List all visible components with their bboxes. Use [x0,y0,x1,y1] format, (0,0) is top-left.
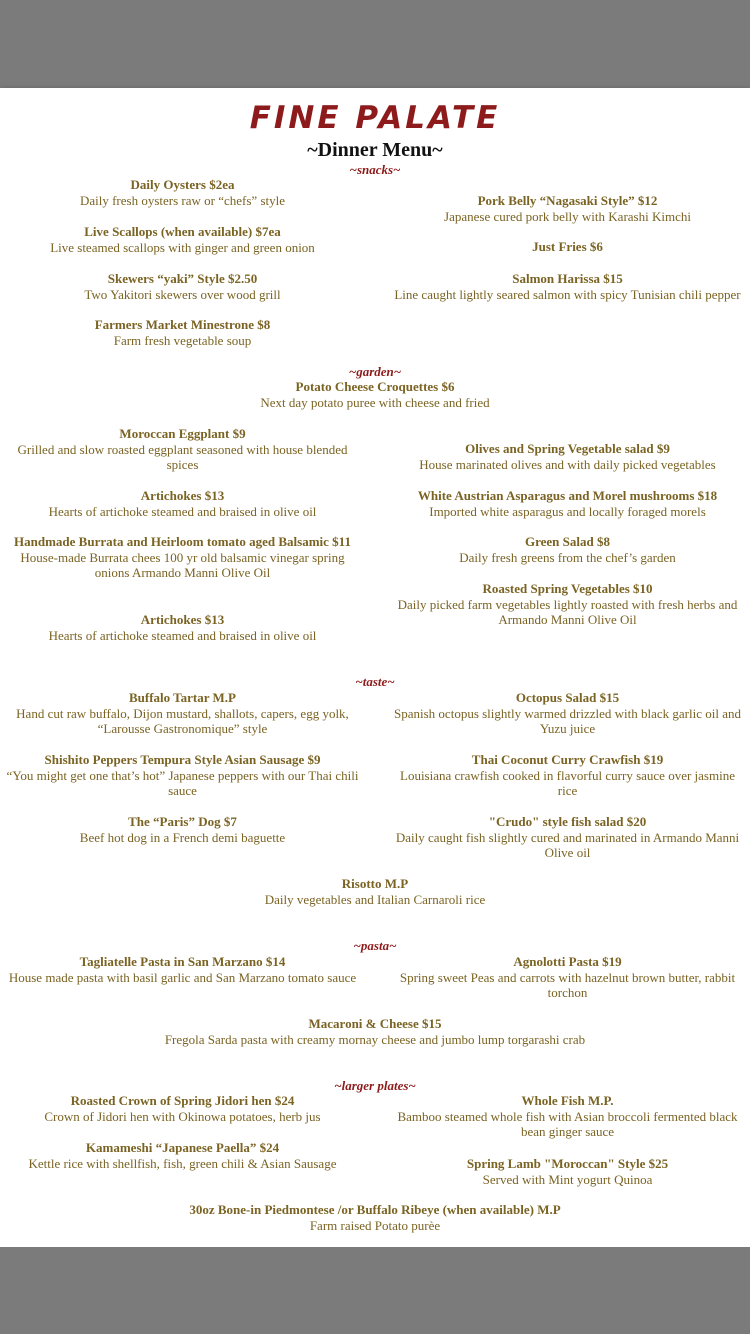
bottom-background [0,1247,750,1334]
menu-item-salmon-harissa [390,271,745,302]
item-name: Potato Cheese Croquettes $6 [295,379,455,394]
menu-item-artichokes-2 [5,612,360,643]
item-description: Hand cut raw buffalo, Dijon mustard, shallots, capers, egg yolk, “Larousse Gastronomique” style [16,705,349,736]
item-name: Macaroni & Cheese $15 [308,1016,442,1031]
item-description: Two Yakitori skewers over wood grill [84,286,281,302]
menu-item-macaroni [60,1016,690,1047]
item-name: Moroccan Eggplant $9 [119,426,246,441]
item-name: Artichokes $13 [140,612,225,627]
menu-title: ~Dinner Menu~ [307,139,443,161]
item-description: Bamboo steamed whole fish with Asian broccoli fermented black bean ginger sauce [397,1108,738,1139]
menu-item-risotto [60,876,690,907]
item-name: Whole Fish M.P. [521,1093,614,1108]
menu-item-croquettes [60,379,690,410]
item-description: House-made Burrata chees 100 yr old balsamic vinegar spring onions Armando Manni Olive Oil [20,549,345,580]
item-description: Louisiana crawfish cooked in flavorful curry sauce over jasmine rice [400,767,735,798]
item-description: Kettle rice with shellfish, fish, green chili & Asian Sausage [28,1155,337,1171]
item-name: Kamameshi “Japanese Paella” $24 [85,1140,280,1155]
menu-item-paris-dog [5,814,360,845]
item-description: Daily fresh oysters raw or “chefs” style [79,192,286,208]
item-name: Daily Oysters $2ea [130,177,235,192]
menu-page [0,88,750,1247]
item-name: Pork Belly “Nagasaki Style” $12 [477,193,658,208]
item-name: Risotto M.P [341,876,409,891]
menu-item-just-fries [390,239,745,255]
item-description: Japanese cured pork belly with Karashi Kimchi [444,208,691,224]
menu-item-minestrone [5,317,360,348]
section-taste: ~taste~ [355,674,395,689]
menu-item-buffalo-tartar [5,690,360,737]
item-description: Spring sweet Peas and carrots with hazelnut brown butter, rabbit torchon [399,969,736,1000]
item-name: Agnolotti Pasta $19 [513,954,622,969]
menu-item-agnolotti [390,954,745,1001]
item-description: “You might get one that’s hot” Japanese peppers with our Thai chili sauce [6,767,359,798]
menu-item-eggplant [5,426,360,473]
item-name: Salmon Harissa $15 [512,271,623,286]
item-name: Roasted Spring Vegetables $10 [482,581,653,596]
item-name: Tagliatelle Pasta in San Marzano $14 [79,954,286,969]
menu-item-artichokes [5,488,360,519]
menu-item-kamameshi [5,1140,360,1171]
item-description: Fregola Sarda pasta with creamy mornay cheese and jumbo lump torgarashi crab [164,1031,586,1047]
item-description: Crown of Jidori hen with Okinowa potatoes, herb jus [44,1108,321,1124]
item-name: Live Scallops (when available) $7ea [84,224,281,239]
item-name: Buffalo Tartar M.P [128,690,236,705]
menu-item-daily-oysters [5,177,360,208]
item-description: Farm fresh vegetable soup [113,332,252,348]
menu-item-live-scallops [5,224,360,255]
item-description: Imported white asparagus and locally foraged morels [429,503,706,519]
item-name: Thai Coconut Curry Crawfish $19 [471,752,664,767]
item-description: Beef hot dog in a French demi baguette [79,829,286,845]
item-description: Served with Mint yogurt Quinoa [482,1171,653,1187]
menu-item-green-salad [390,534,745,565]
menu-item-skewers [5,271,360,302]
item-name: Skewers “yaki” Style $2.50 [107,271,258,286]
item-name: Shishito Peppers Tempura Style Asian Sausage $9 [44,752,321,767]
menu-item-tagliatelle [5,954,360,985]
menu-item-crawfish [390,752,745,799]
menu-item-burrata [5,534,360,581]
item-description: Spanish octopus slightly warmed drizzled with black garlic oil and Yuzu juice [394,705,741,736]
item-name: The “Paris” Dog $7 [128,814,237,829]
item-description: Live steamed scallops with ginger and green onion [50,239,315,255]
top-background [0,0,750,88]
item-name: White Austrian Asparagus and Morel mushrooms $18 [417,488,718,503]
item-name: Spring Lamb "Moroccan" Style $25 [466,1156,669,1171]
item-name: "Crudo" style fish salad $20 [488,814,647,829]
menu-item-octopus [390,690,745,737]
menu-item-jidori [5,1093,360,1124]
menu-item-roasted-vegetables [390,581,745,628]
menu-item-ribeye [60,1202,690,1233]
item-name: Octopus Salad $15 [515,690,620,705]
item-name: Just Fries $6 [532,239,603,254]
menu-item-olives [390,441,745,472]
menu-item-crudo [390,814,745,861]
item-description: Daily fresh greens from the chef’s garden [459,549,676,565]
item-name: Olives and Spring Vegetable salad $9 [465,441,670,456]
item-description: Hearts of artichoke steamed and braised in olive oil [48,627,317,643]
section-pasta: ~pasta~ [353,938,397,953]
item-name: Green Salad $8 [525,534,610,549]
menu-item-shishito [5,752,360,799]
menu-item-asparagus [390,488,745,519]
item-name: Roasted Crown of Spring Jidori hen $24 [70,1093,295,1108]
item-description: Line caught lightly seared salmon with spicy Tunisian chili pepper [394,286,741,302]
item-description: House marinated olives and with daily picked vegetables [419,456,716,472]
item-name: Handmade Burrata and Heirloom tomato aged Balsamic $11 [14,534,351,549]
item-description: Grilled and slow roasted eggplant seasoned with house blended spices [17,441,348,472]
section-snacks: ~snacks~ [349,162,401,177]
menu-item-spring-lamb [390,1156,745,1187]
item-description: Hearts of artichoke steamed and braised in olive oil [48,503,317,519]
item-description: Farm raised Potato purèe [309,1217,441,1233]
item-description: Daily vegetables and Italian Carnaroli rice [264,891,486,907]
item-description: Next day potato puree with cheese and fried [260,394,490,410]
restaurant-logo: FINE PALATE [249,100,501,136]
section-garden: ~garden~ [348,364,402,379]
menu-item-pork-belly [390,193,745,224]
item-description: Daily caught fish slightly cured and marinated in Armando Manni Olive oil [395,829,740,860]
menu-item-whole-fish [390,1093,745,1140]
item-description: Daily picked farm vegetables lightly roasted with fresh herbs and Armando Manni Olive Oil [397,596,738,627]
item-name: Artichokes $13 [140,488,225,503]
item-name: Farmers Market Minestrone $8 [94,317,271,332]
section-larger-plates: ~larger plates~ [334,1078,416,1093]
item-name: 30oz Bone-in Piedmontese /or Buffalo Ribeye (when available) M.P [189,1202,561,1217]
item-description: House made pasta with basil garlic and San Marzano tomato sauce [8,969,357,985]
